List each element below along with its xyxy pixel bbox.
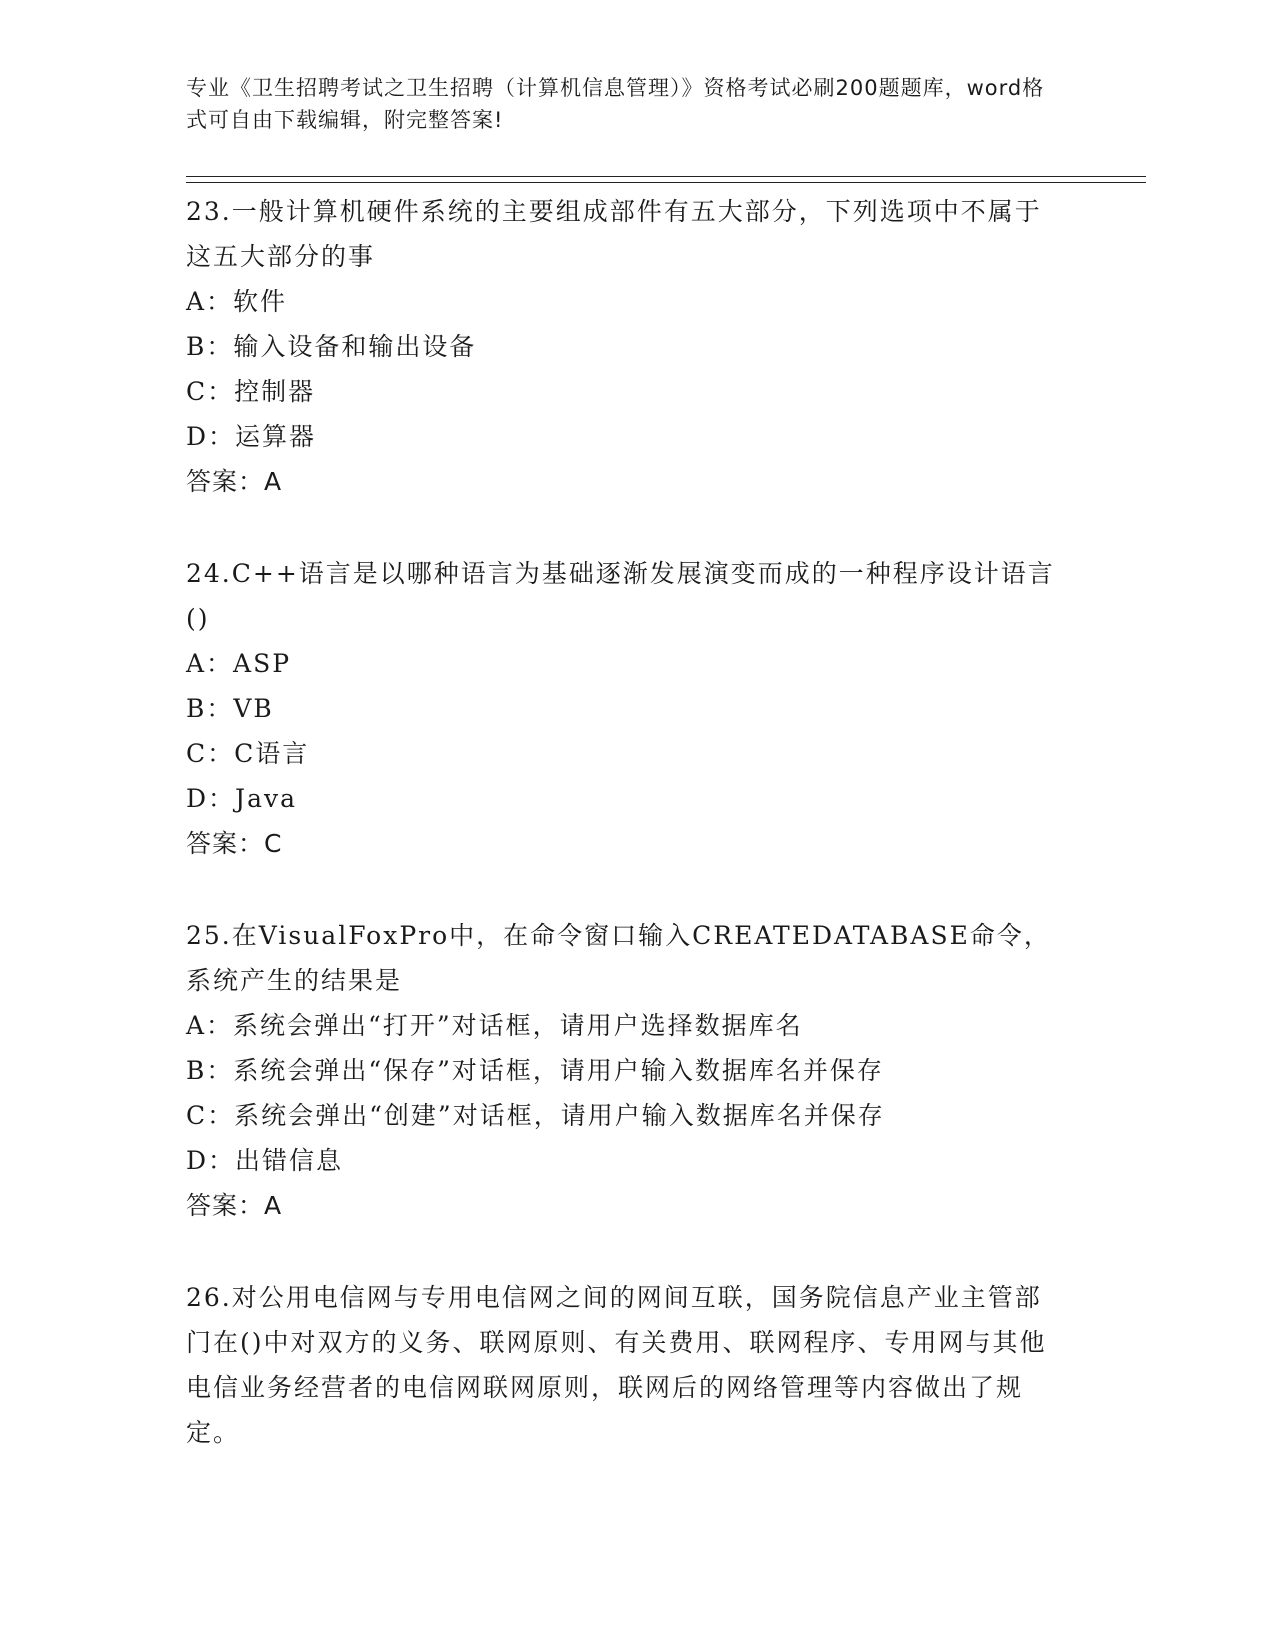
- question-stem: 26.对公用电信网与专用电信网之间的网间互联，国务院信息产业主管部门在()中对双方的义务、联网原则、有关费用、联网程序、专用网与其他电信业务经营者的电信网联网原则，联网后的网络管理等内容做出了规定。: [186, 1283, 1047, 1447]
- question-stem: 23.一般计算机硬件系统的主要组成部件有五大部分，下列选项中不属于这五大部分的事: [186, 197, 1042, 271]
- option-c: C：控制器: [186, 377, 316, 406]
- question-stem: 24.C++语言是以哪种语言为基础逐渐发展演变而成的一种程序设计语言(): [186, 559, 1055, 633]
- option-d: D：Java: [186, 784, 297, 813]
- header-divider-bottom: [186, 182, 1146, 183]
- header-divider-top: [186, 176, 1146, 177]
- option-c: C：C语言: [186, 739, 310, 768]
- option-d: D：运算器: [186, 422, 317, 451]
- question-25: [186, 913, 1066, 1228]
- option-a: A：ASP: [186, 649, 292, 678]
- question-23: [186, 189, 1066, 504]
- document-header: 专业《卫生招聘考试之卫生招聘（计算机信息管理）》资格考试必刷200题题库，word格式可自由下载编辑，附完整答案!: [186, 76, 1045, 132]
- question-24: [186, 551, 1066, 866]
- option-a: A：软件: [186, 287, 288, 316]
- option-b: B：VB: [186, 694, 274, 723]
- option-a: A：系统会弹出“打开”对话框，请用户选择数据库名: [186, 1011, 803, 1040]
- option-d: D：出错信息: [186, 1146, 344, 1175]
- question-stem: 25.在VisualFoxPro中，在命令窗口输入CREATEDATABASE命令，系统产生的结果是: [186, 921, 1051, 995]
- option-b: B：系统会弹出“保存”对话框，请用户输入数据库名并保存: [186, 1056, 884, 1085]
- option-c: C：系统会弹出“创建”对话框，请用户输入数据库名并保存: [186, 1101, 885, 1130]
- question-26: [186, 1275, 1066, 1455]
- answer: 答案：C: [186, 829, 283, 858]
- answer: 答案：A: [186, 467, 283, 496]
- answer: 答案：A: [186, 1191, 283, 1220]
- option-b: B：输入设备和输出设备: [186, 332, 477, 361]
